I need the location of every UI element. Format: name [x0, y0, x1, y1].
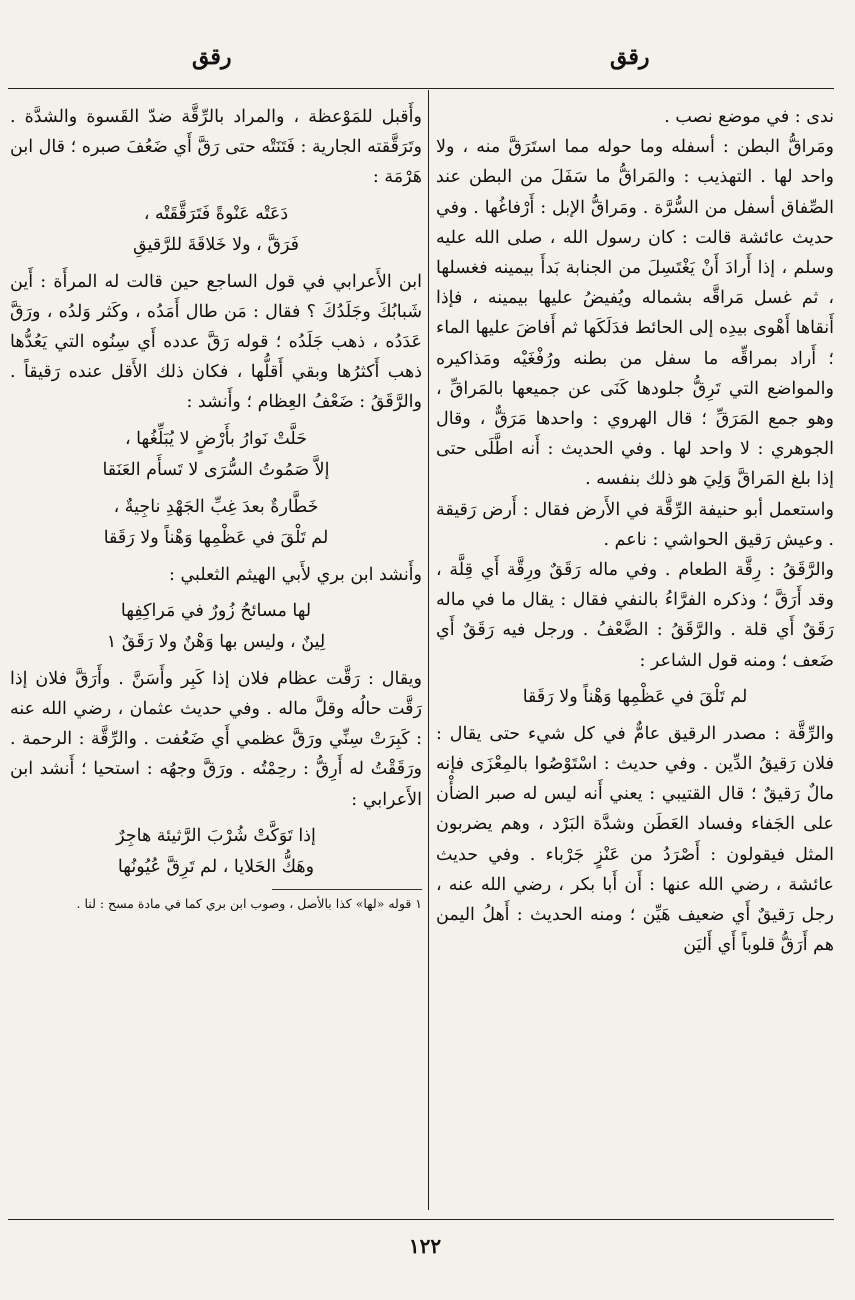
- verse-line: لم تَلْقَ في عَظْمِها وَهْناً ولا رَقَقا: [103, 527, 329, 548]
- running-header-right: رقق: [610, 44, 650, 70]
- paragraph: ويقال : رَقَّت عظام فلان إذا كَبِر وأَسَنَّ . وأَرَقَّ فلان إذا رَقَّت حالُه وقلَّ ماله . وفي حديث عثمان ، رضي الله عنه : كَبِرَتْ سِنِّي ورَقَّ عظمي أَي ضَعُفت . والرِّقَّة : الرحمة . ورَقَقْتُ له أَرِقُّ : رحِمْتُه . ورَقَّ وجهُه : استحيا ؛ أَنشد ابن الأَعرابي :: [10, 668, 422, 810]
- paragraph: والرَّقَقُ : رِقَّة الطعام . وفي ماله رَقَقٌ ورِقَّة أَي قِلَّة ، وقد أَرَقَّ ؛ وذكره الفرَّاءُ بالنفي فقال : يقال ما في ماله رَقَقٌ أَي قلة . والرَّقَقُ : الضَّعْفُ . ورجل فيه رَقَقٌ أَي ضَعف ؛ ومنه قول الشاعر :: [436, 560, 834, 671]
- verse-line: دَعَتْه عَنْوةً فَتَرَقَّقَتْه ،: [143, 203, 289, 224]
- verse: [436, 682, 834, 713]
- header-rule: [8, 88, 834, 89]
- paragraph: وأَقبل للمَوْعظة ، والمراد بالرِّقَّة ضدّ القَسوة والشدَّة . وتَرَقَّقته الجارية : فَتَنَتْه حتى رَقَّ أَي ضَعُفَ صبره ؛ قال ابن هَرْمَة :: [10, 107, 422, 188]
- paragraph: ندى : في موضع نصب .: [664, 107, 834, 127]
- paragraph: وأَنشد ابن بري لأَبي الهيثم الثعلبي :: [168, 564, 422, 585]
- right-column: [436, 102, 834, 960]
- verse: [10, 821, 422, 883]
- verse-line: وهَكُّ الحَلايا ، لم تَرِقَّ عُيُونُها: [117, 856, 315, 877]
- running-header-left: رقق: [192, 44, 232, 70]
- verse-line: لم تَلْقَ في عَظْمِها وَهْناً ولا رَقَقا: [522, 686, 748, 707]
- footnote: ١ قوله «لها» كذا بالأصل ، وصوب ابن بري كما في مادة مسح : لنا .: [76, 895, 422, 911]
- left-column: [10, 102, 422, 914]
- column-divider: [428, 90, 429, 1210]
- verse-line: لِينٌ ، وليس بها وَهْنٌ ولا رَقَقٌ ١: [106, 631, 326, 652]
- paragraph: ومَراقُّ البطن : أسفله وما حوله مما استَرَقَّ منه ، ولا واحد لها . التهذيب : والمَراقُّ ما سَفَلَ من البطن عند الصِّفاق أسفل من السُّرَّة . ومَراقُّ الإبل : أَرْفاغُها . وفي حديث عائشة قالت : كان رسول الله ، صلى الله عليه وسلم ، إذا أَرادَ أَنْ يَغْتَسِلَ من الجنابة بَدأَ بيمينه فغسلها ، ثم غسل مَراقَّه بشماله ويُفيضُ عليها بيمينه ، فإذا أَنقاها أَهْوى بيدِه إلى الحائط فدَلَكَها ثم أَفاضَ عليها الماء ؛ أَراد بمراقِّه ما سفل من بطنه ورُفْغَيْه ومَذاكيره والمواضع التي تَرِقُّ جلودها كَنَى عن جميعها بالمَراقِّ ، وهو جمع المَرَقِّ ؛ قال الهروي : واحدها مَرَقٌّ ، وقال الجوهري : لا واحد لها . وفي الحديث : أَنه اطَّلَى حتى إذا بلغ المَراقَّ وَلِيَ هو ذلك بنفسه .: [436, 137, 834, 490]
- paragraph: ابن الأَعرابي في قول الساجع حين قالت له المرأَة : أَين شَبابُكَ وجَلَدُكَ ؟ فقال : مَن طال أَمَدُه ، وكَثر وَلدُه ، ورَقَّ عَدَدُه ، ذهب جَلَدُه ؛ قوله رَقَّ عدده أَي سِنُوه التي يَعُدُّها ذهب أَكثرُها وبقي أَقلُّها ، فكان ذلك الأَقل عنده رَقيقاً . والرَّقَقُ : ضَعْفُ العِظام ؛ وأَنشد :: [10, 271, 422, 413]
- verse: [10, 424, 422, 486]
- footer-rule: [8, 1219, 834, 1220]
- paragraph: والرِّقَّة : مصدر الرقيق عامٌّ في كل شيء حتى يقال : فلان رَقيقُ الدِّين . وفي حديث : اسْتَوْصُوا بالمِعْزَى فإنه مالٌ رَقيقٌ ؛ قال القتيبي : يعني أَنه ليس له صبر الضأْن على الجَفاء وفساد العَطَن وشدَّة البَرْد ، وهم يضربون المثل فيقولون : أَصْرَدُ من عَنْزٍ جَرْباء . وفي حديث عائشة ، رضي الله عنها : أَن أَبا بكر ، رضي الله عنه ، رجل رَقيقٌ أَي ضعيف هَيِّن ؛ ومنه الحديث : أَهلُ اليمن هم أَرَقُّ قلوباً أَي أَليَن: [436, 723, 834, 956]
- verse-line: حَلَّتْ نَوارُ بأَرْضٍ لا يُبَلِّغُها ،: [124, 428, 308, 449]
- verse: [10, 596, 422, 658]
- page-number: ١٢٢: [408, 1234, 442, 1258]
- verse-line: لها مسائحُ زُورٌ في مَراكِفِها: [120, 600, 312, 621]
- verse: [10, 492, 422, 554]
- paragraph: واستعمل أبو حنيفة الرِّقَّة في الأَرض فقال : أَرض رَقيقة . وعيش رَقيق الحواشي : ناعم .: [436, 499, 834, 550]
- verse-line: خَطَّارةٌ بعدَ غِبِّ الجَهْدِ ناجِيةٌ ،: [113, 496, 319, 517]
- verse-line: إذا تَوَكَّتْ شُرْبَ الرَّثيئة هاجِرٌ: [116, 825, 316, 846]
- verse-line: فَرَقَّ ، ولا خَلاقَةَ للرَّقيقِ: [133, 234, 299, 255]
- verse: [10, 199, 422, 261]
- verse-line: إلاَّ صَمُوتُ السُّرَى لا تَسأَم العَنَقا: [102, 459, 330, 480]
- footnote-rule: [272, 889, 422, 890]
